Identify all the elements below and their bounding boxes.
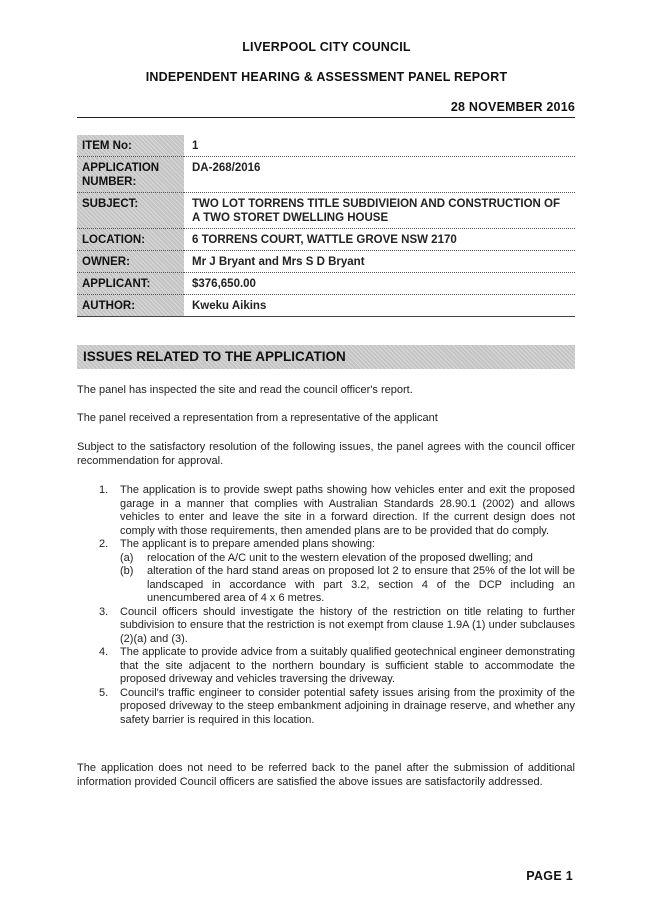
issue-text: Council's traffic engineer to consider potential safety issues arising from the proximity of the proposed driveway to the steep embankment adjoining in drainage reserve, and whether any safety barrier is required in this location. bbox=[120, 686, 575, 726]
sub-item-text: alteration of the hard stand areas on proposed lot 2 to ensure that 25% of the lot will be landscaped in accordance with part 3.2, section 4 of the DCP including an unencumbered area of 4 x 6 metres. bbox=[147, 565, 575, 604]
issue-text: The application is to provide swept paths showing how vehicles enter and exit the proposed garage in a manner that complies with Australian Standards 28.90.1 (2002) and allows vehicles to enter and leave the site in a forward direction. If the current design does not comply with those requirements, then amended plans are to be provided that do comply. bbox=[120, 484, 575, 537]
item-no-label: ITEM No: bbox=[77, 135, 184, 157]
subject-value: TWO LOT TORRENS TITLE SUBDIVIEION AND CONSTRUCTION OF A TWO STORET DWELLING HOUSE bbox=[184, 193, 575, 229]
sub-item-text: relocation of the A/C unit to the western elevation of the proposed dwelling; and bbox=[147, 551, 533, 564]
table-row bbox=[77, 193, 575, 229]
section-heading-banner bbox=[77, 345, 575, 369]
paragraph-inspection: The panel has inspected the site and read the council officer's report. bbox=[77, 384, 413, 396]
paragraph-recommendation: Subject to the satisfactory resolution of the following issues, the panel agrees with the council officer recommendation for approval. bbox=[77, 441, 575, 467]
issue-text: The applicant is to prepare amended plans showing: bbox=[120, 538, 375, 550]
author-label: AUTHOR: bbox=[77, 295, 184, 317]
issue-text: The applicate to provide advice from a suitably qualified geotechnical engineer demonstrating that the site adjacent to the northern boundary is sufficient stable to accommodate the proposed driveway and vehicles traversing the driveway. bbox=[120, 646, 575, 685]
location-value: 6 TORRENS COURT, WATTLE GROVE NSW 2170 bbox=[184, 229, 575, 251]
issues-list bbox=[77, 484, 575, 727]
sub-item bbox=[120, 552, 575, 566]
table-row bbox=[77, 295, 575, 317]
sub-item bbox=[120, 565, 575, 606]
table-row bbox=[77, 229, 575, 251]
application-number-value: DA-268/2016 bbox=[184, 157, 575, 193]
issue-number: 5. bbox=[99, 686, 109, 699]
report-title: INDEPENDENT HEARING & ASSESSMENT PANEL REPORT bbox=[145, 70, 508, 84]
owner-label: OWNER: bbox=[77, 251, 184, 273]
application-number-label: APPLICATION NUMBER: bbox=[77, 157, 184, 193]
subject-label: SUBJECT: bbox=[77, 193, 184, 229]
issue-text: Council officers should investigate the history of the restriction on title relating to further subdivision to ensure that the restriction is not exempt from clause 1.9A (1) under subclauses (2)(a) and (3). bbox=[120, 605, 575, 645]
table-row bbox=[77, 135, 575, 157]
owner-value: Mr J Bryant and Mrs S D Bryant bbox=[184, 251, 575, 273]
section-heading: ISSUES RELATED TO THE APPLICATION bbox=[83, 349, 346, 364]
list-item bbox=[77, 484, 575, 538]
location-label: LOCATION: bbox=[77, 229, 184, 251]
list-item bbox=[77, 606, 575, 647]
issue-number: 3. bbox=[99, 605, 109, 618]
list-item bbox=[77, 538, 575, 606]
issue-number: 4. bbox=[99, 646, 109, 658]
header-divider bbox=[77, 117, 575, 118]
table-row bbox=[77, 273, 575, 295]
paragraph-conclusion: The application does not need to be referred back to the panel after the submission of additional information provided Council officers are satisfied the above issues are satisfactorily addressed. bbox=[77, 762, 575, 788]
applicant-label: APPLICANT: bbox=[77, 273, 184, 295]
application-info-table bbox=[77, 135, 575, 317]
applicant-value: $376,650.00 bbox=[184, 273, 575, 295]
sub-item-label: (a) bbox=[120, 551, 134, 564]
list-item bbox=[77, 687, 575, 728]
issue-number: 2. bbox=[99, 538, 109, 550]
paragraph-representation: The panel received a representation from a representative of the applicant bbox=[77, 412, 438, 424]
item-no-value: 1 bbox=[184, 135, 575, 157]
issue-number: 1. bbox=[99, 484, 109, 496]
page-number: PAGE 1 bbox=[526, 869, 573, 883]
table-row bbox=[77, 157, 575, 193]
council-name: LIVERPOOL CITY COUNCIL bbox=[242, 40, 411, 54]
report-date: 28 NOVEMBER 2016 bbox=[450, 100, 575, 114]
list-item bbox=[77, 646, 575, 687]
sub-item-label: (b) bbox=[120, 565, 134, 577]
author-value: Kweku Aikins bbox=[184, 295, 575, 317]
table-row bbox=[77, 251, 575, 273]
